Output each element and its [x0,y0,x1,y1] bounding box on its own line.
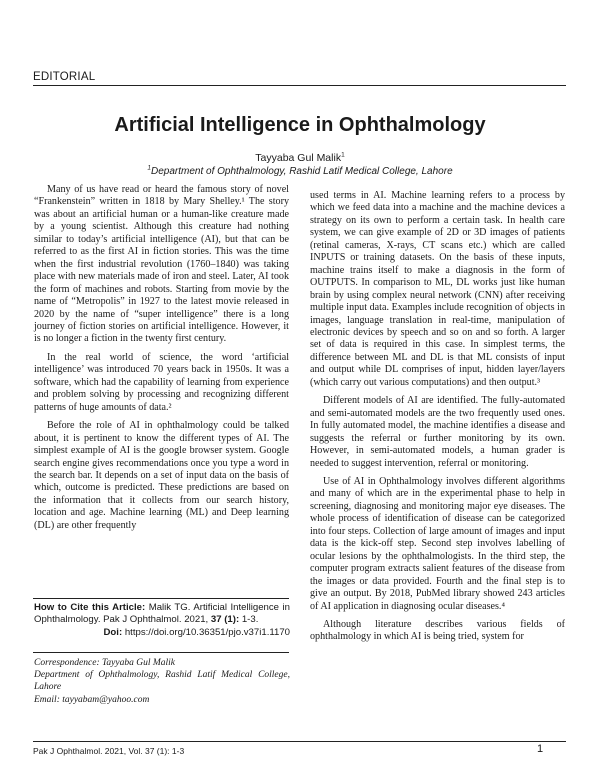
paragraph: used terms in AI. Machine learning refers to a process by which we feed data into a machine and the machine devices a strategy on its own to perform a certain task. In health care system, we can give example of 2D or 3D images of patients (retinal cameras, X-rays, CT scans etc.) which are called INPUTS or training datasets. On the basis of these inputs, machine trains itself to make a diagnosis in the form of OUTPUTS. In comparison to ML, DL works just like human brain by using complex neural network (CNN) after receiving multiple input data. Examples include recognition of objects in images, language translation in real-time, manipulation of electronic devices by speech and so on and so forth. A larger set of data is required in this case. In simplest terms, the difference between ML and DL is that ML consists of input and output while DL comprises of input, hidden layer/layers (which carry out various computations) and then output.³ [310,190,565,388]
paragraph: Before the role of AI in ophthalmology could be talked about, it is pertinent to know the different types of AI. The simplest example of AI is the google browser system. Google search engine gives recommendations once you type a word in the search bar. It depends on a set of input data on the basis of which, outcome is predicted. These predictions are based on the information that it collects from our search history, location and age. Machine learning (ML) and Deep learning (DL) are other frequently [34,420,289,531]
citation-volume: 37 (1): [210,614,240,626]
correspondence-name-line [34,657,290,669]
citation-label: How to Cite this Article: [34,602,146,613]
header-rule [33,85,566,86]
correspondence-name: Tayyaba Gul Malik [101,658,175,668]
citation-box [34,602,290,639]
paragraph: Use of AI in Ophthalmology involves different algorithms and many of which are in the experimental phase to help in screening, diagnosing and monitoring major eye diseases. The whole process of identification of disease can be categorized into four steps. Collection of large amount of images and input data is the kick-off step. Second step involves labelling of ocular lesions by the ophthalmologists. In the third step, the computer program extracts salient features of the disease from the images or data provided. Fourth and the final step is to give an output. By 2018, PubMed library showed 243 articles of AI application in diagnosing ocular diseases.⁴ [310,475,565,612]
footer-rule [33,741,566,742]
body-column-right [310,190,565,650]
correspondence-label: Correspondence: [34,658,100,668]
paragraph: Different models of AI are identified. The fully-automated and semi-automated models are the two frequently used ones. In fully automated model, the machine identifies a disease and suggests the referral or further monitoring by its own. However, in semi-automated models, a human grader is needed to suggest intervention, referral or monitoring. [310,395,565,469]
email-label: Email: [34,694,60,705]
page-number: 1 [537,743,544,755]
citation-doi-line [34,627,290,639]
email-address[interactable]: tayyabam@yahoo.com [62,694,150,705]
correspondence-block [34,657,290,706]
citation-rule-top [33,598,289,599]
section-label: EDITORIAL [33,71,96,83]
paragraph: In the real world of science, the word ‘artificial intelligence’ was introduced 70 years back in 1950s. It was a software, which had the capability of learning from experience and problem solving by processing and recognizing different patterns of huge amounts of data.² [34,351,289,413]
doi-label: Doi: [103,626,123,638]
affiliation: Department of Ophthalmology, Rashid Latif Medical College, Lahore [150,166,453,177]
affiliation-line [0,166,600,177]
author-line [0,152,600,164]
paragraph: Many of us have read or heard the famous story of novel “Frankenstein” written in 1818 by Mary Shelley.¹ The story was about an artificial human or a human-like creature made by a young scientist. Although this creature had nothing similar to today’s artificial intelligence (AI), but that can be referred to as the first AI in fiction stories. This was the time when the first industrial revolution (1760–1840) was taking place with new materials made of iron and steel. Later, AI took the form of machines and robots. Starting from movie by the name of “Metropolis” in 1927 to the latest movie released in 2020 by the name of “super intelligence” there is a long journey of fiction stories on artificial intelligence. However, it is no longer a fiction in the twenty first century. [34,184,289,345]
body-column-left [34,184,289,538]
author-superscript: 1 [341,151,345,159]
citation-rule-bottom [33,652,289,653]
correspondence-email-line [34,694,290,706]
citation-text: Malik TG. Artificial Intelligence in Ophthalmology. Pak J Ophthalmol. 2021, [34,602,290,626]
doi-link[interactable]: https://doi.org/10.36351/pjo.v37i1.1170 [124,626,290,638]
article-title: Artificial Intelligence in Ophthalmology [114,114,486,136]
affiliation-superscript: 1 [147,164,151,172]
correspondence-address: Department of Ophthalmology, Rashid Latif Medical College, Lahore [34,670,290,693]
footer-journal-info: Pak J Ophthalmol. 2021, Vol. 37 (1): 1-3 [33,746,185,756]
author-name: Tayyaba Gul Malik [255,152,342,164]
paragraph: Although literature describes various fields of ophthalmology in which AI is being tried, system for [310,618,565,643]
citation-pages: 1-3. [241,614,259,626]
